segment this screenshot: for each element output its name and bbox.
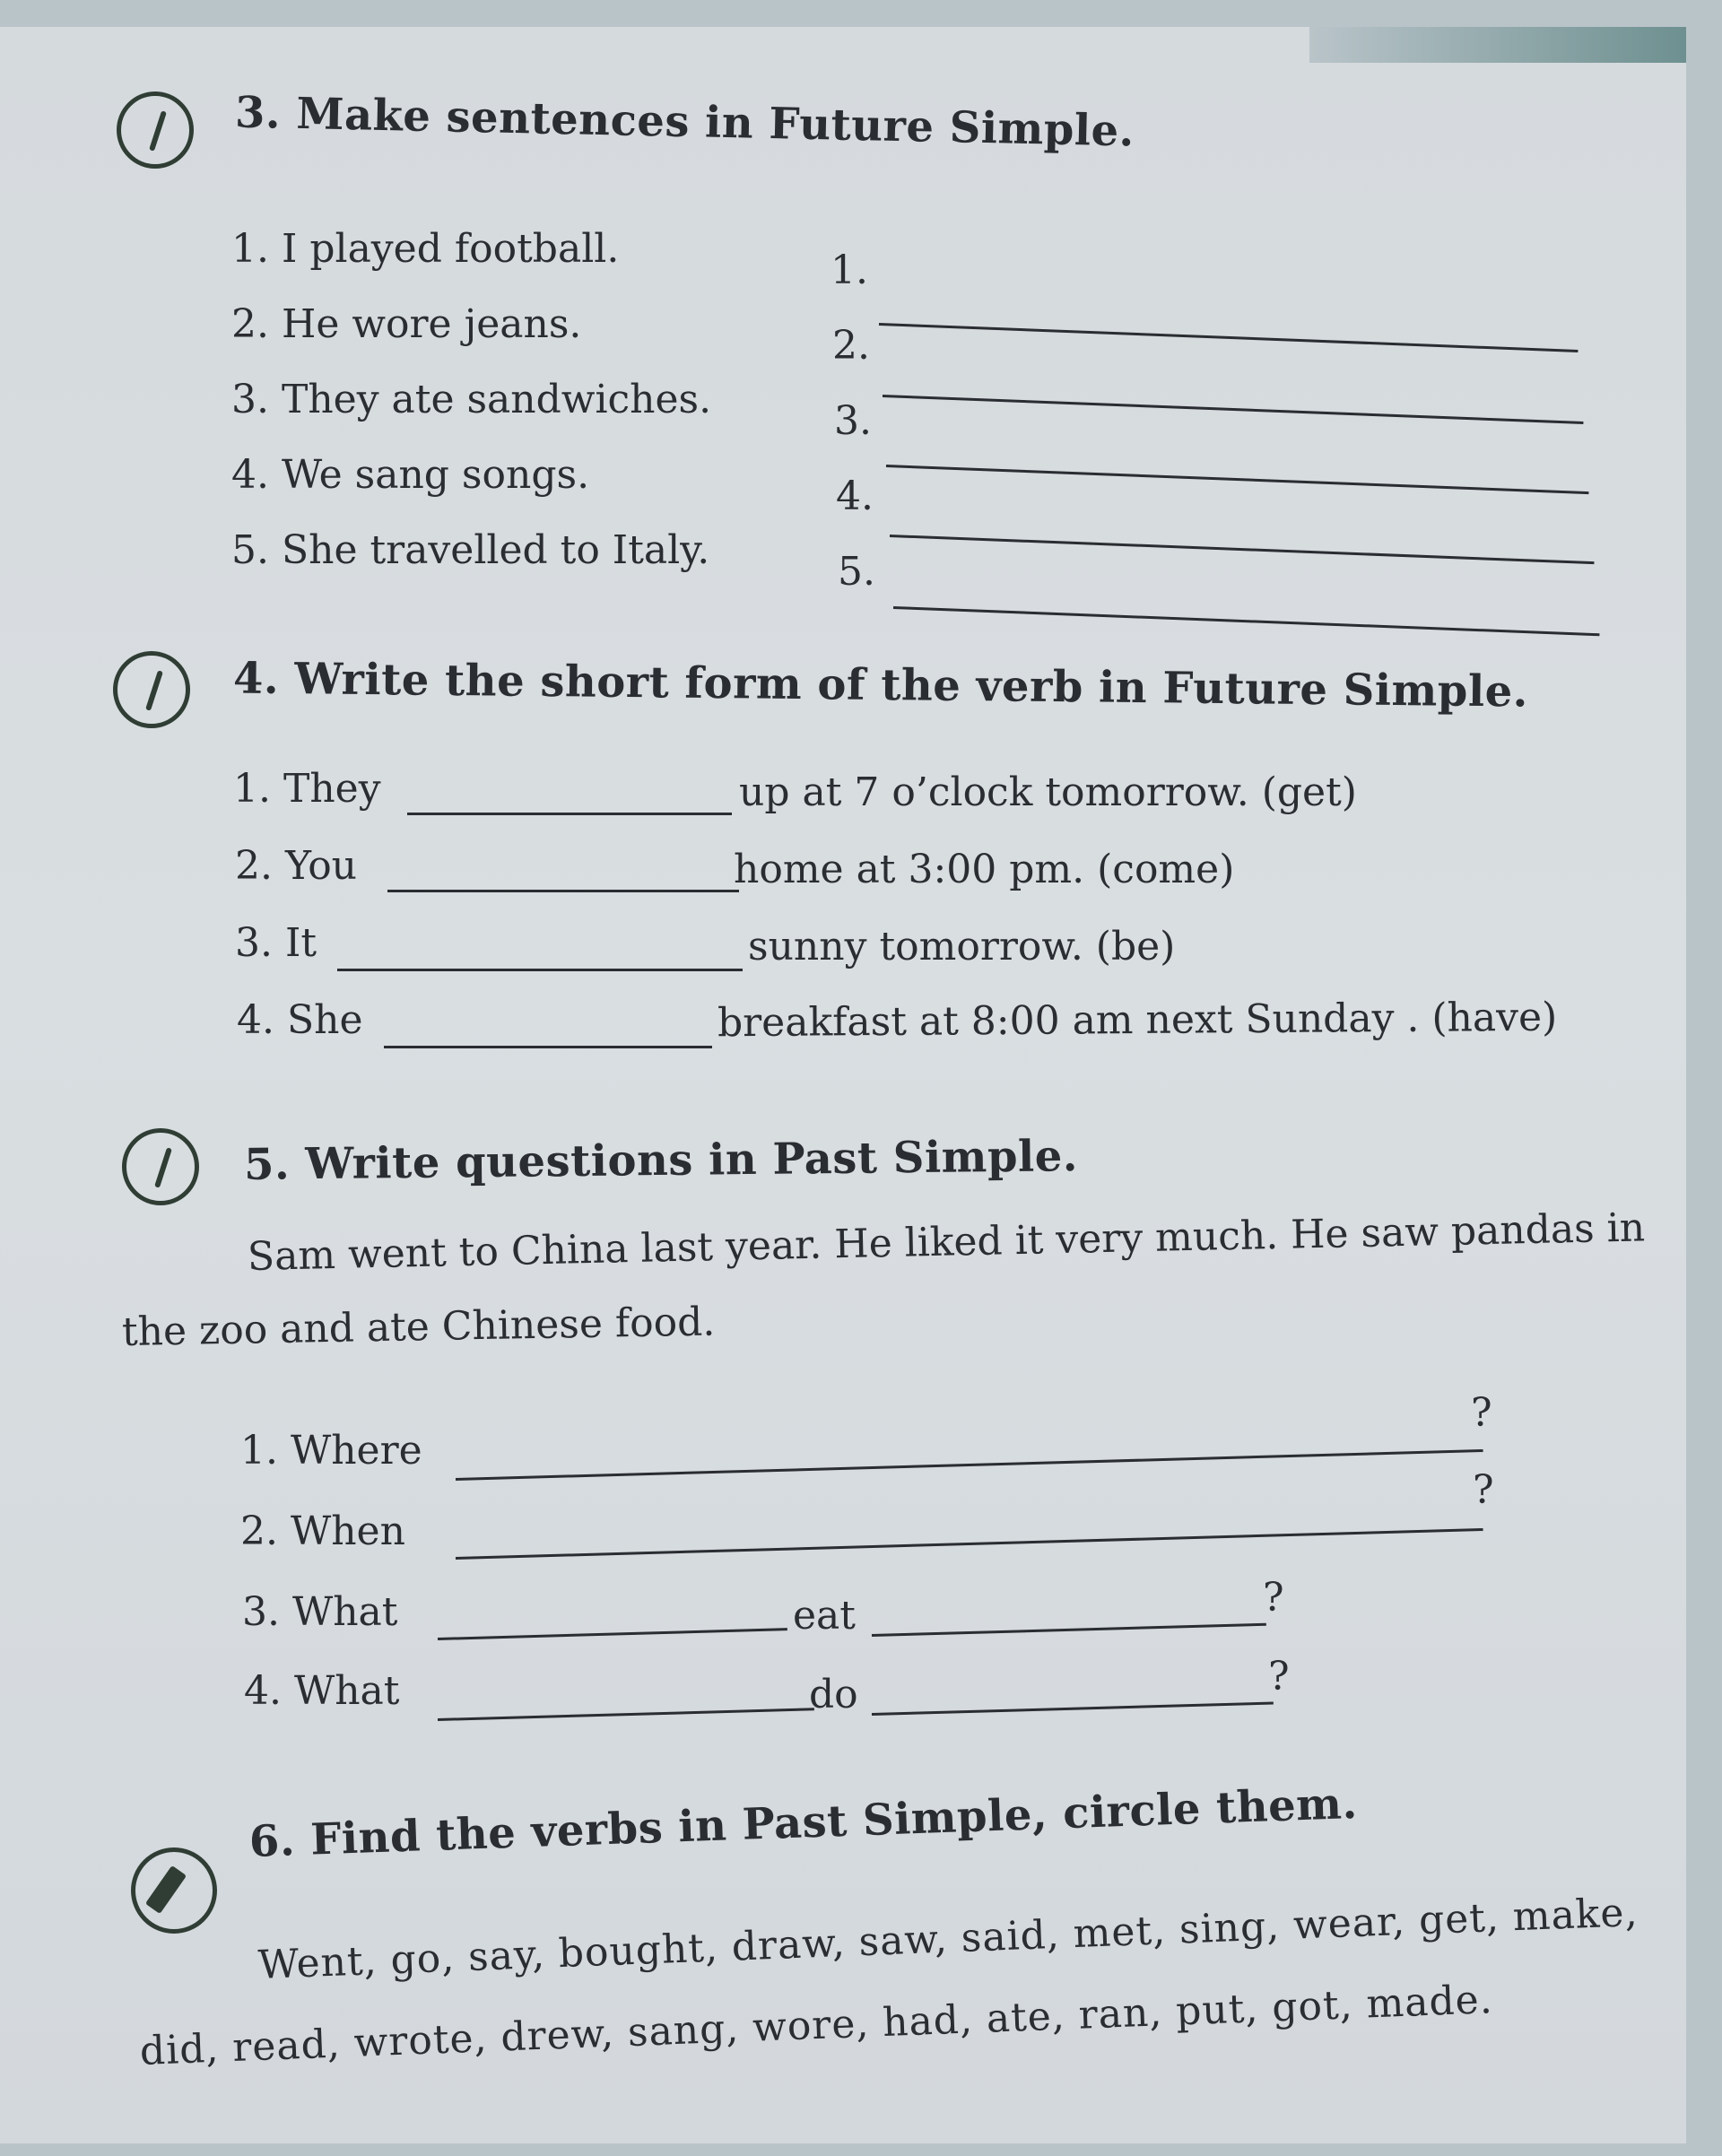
verbs-line-1: Went, go, say, bought, draw, saw, said, met, sing, wear, get, make, — [257, 1889, 1639, 1988]
answer-number-1: 1. — [831, 248, 868, 293]
exercise-6-title: 6. Find the verbs in Past Simple, circle them. — [248, 1778, 1359, 1867]
question-1-start: 1. Where — [240, 1428, 422, 1474]
answer-blank-3[interactable] — [886, 465, 1589, 494]
page-corner — [1309, 27, 1686, 63]
answer-number-5: 5. — [838, 549, 875, 595]
answer-number-2: 2. — [832, 323, 870, 369]
question-2-start: 2. When — [240, 1508, 405, 1554]
question-blank-2[interactable] — [456, 1528, 1483, 1560]
question-1-end: ? — [1471, 1390, 1492, 1436]
item-1-start: 1. They — [233, 766, 381, 812]
item-2-end: home at 3:00 pm. (come) — [734, 847, 1235, 892]
item-3-start: 3. It — [235, 920, 317, 966]
pencil-icon — [131, 1847, 217, 1934]
answer-blank-1[interactable] — [879, 323, 1578, 352]
grade-circle-icon — [113, 651, 190, 728]
question-2-end: ? — [1473, 1467, 1494, 1513]
question-4-mid: do — [809, 1672, 858, 1717]
exercise-5-title: 5. Write questions in Past Simple. — [243, 1131, 1079, 1190]
story-line-2: the zoo and ate Chinese food. — [121, 1299, 716, 1355]
sentence-2: 2. He wore jeans. — [231, 301, 582, 347]
answer-number-4: 4. — [836, 474, 874, 519]
question-4-start: 4. What — [244, 1668, 400, 1714]
verb-blank-2[interactable] — [387, 890, 739, 892]
question-blank-1[interactable] — [456, 1449, 1483, 1481]
sentence-5: 5. She travelled to Italy. — [231, 527, 710, 573]
item-4-end: breakfast at 8:00 am next Sunday . (have) — [717, 994, 1558, 1047]
sentence-3: 3. They ate sandwiches. — [231, 377, 712, 422]
item-3-end: sunny tomorrow. (be) — [748, 924, 1176, 969]
question-blank-4a[interactable] — [438, 1708, 814, 1721]
item-4-start: 4. She — [237, 997, 363, 1043]
item-2-start: 2. You — [235, 843, 358, 889]
verbs-line-2: did, read, wrote, drew, sang, wore, had, ate, ran, put, got, made. — [139, 1977, 1494, 2074]
sentence-4: 4. We sang songs. — [231, 452, 590, 498]
verb-blank-3[interactable] — [337, 969, 743, 971]
answer-blank-4[interactable] — [890, 535, 1595, 564]
question-4-end: ? — [1268, 1654, 1290, 1700]
verb-blank-1[interactable] — [407, 813, 732, 815]
answer-number-3: 3. — [834, 398, 872, 444]
question-3-end: ? — [1263, 1575, 1284, 1621]
story-line-1: Sam went to China last year. He liked it very much. He saw pandas in — [247, 1204, 1646, 1280]
workbook-page — [0, 27, 1686, 2143]
sentence-1: 1. I played football. — [231, 226, 620, 272]
item-1-end: up at 7 o’clock tomorrow. (get) — [739, 769, 1357, 815]
question-3-mid: eat — [793, 1593, 856, 1639]
question-blank-4b[interactable] — [872, 1701, 1274, 1716]
question-blank-3b[interactable] — [872, 1623, 1266, 1637]
question-3-start: 3. What — [242, 1589, 398, 1635]
answer-blank-5[interactable] — [893, 606, 1600, 636]
grade-circle-icon — [122, 1128, 199, 1205]
answer-blank-2[interactable] — [883, 395, 1584, 424]
verb-blank-4[interactable] — [384, 1046, 712, 1048]
exercise-4-title: 4. Write the short form of the verb in Future Simple. — [232, 653, 1529, 717]
exercise-3-title: 3. Make sentences in Future Simple. — [234, 87, 1135, 157]
grade-circle-icon — [117, 91, 194, 169]
question-blank-3a[interactable] — [438, 1628, 787, 1640]
